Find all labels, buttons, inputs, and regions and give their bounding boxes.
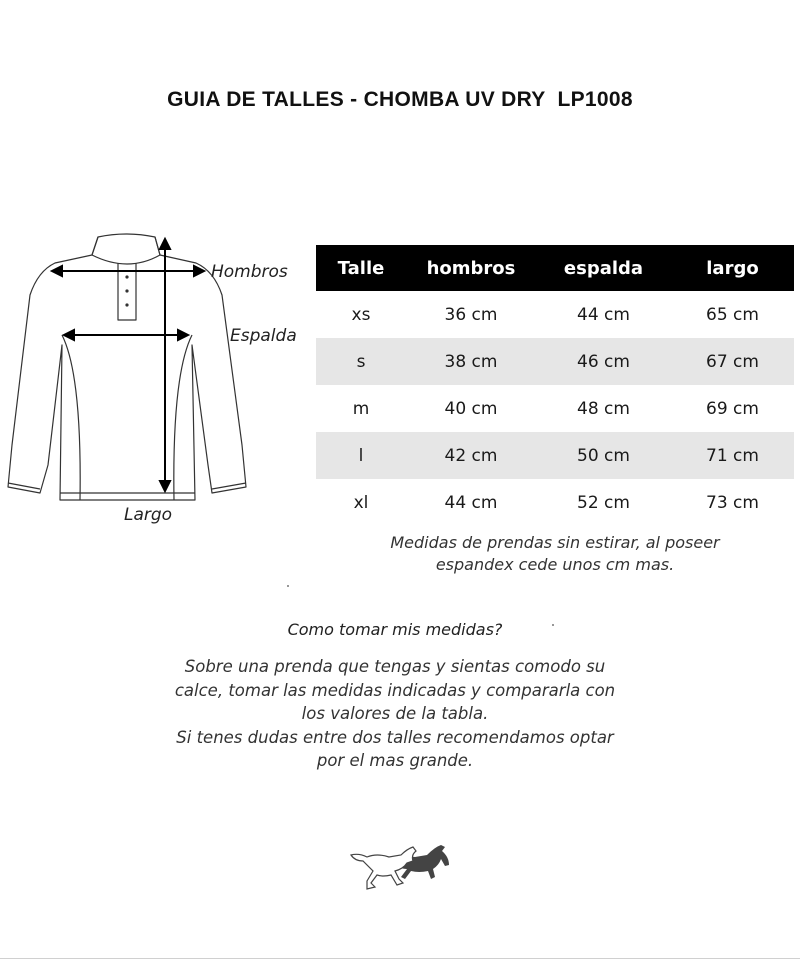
table-row [316, 432, 794, 479]
cell-largo: 73 cm [706, 492, 759, 513]
table-row [316, 291, 794, 338]
howto-body [100, 655, 690, 773]
howto-line: calce, tomar las medidas indicadas y compararla con [174, 680, 616, 700]
espalda-label: Espalda [230, 326, 297, 346]
cell-largo: 69 cm [706, 398, 759, 419]
header-espalda: espalda [536, 245, 671, 291]
size-table [316, 245, 794, 526]
cell-talle: l [316, 432, 406, 479]
cell-talle: xs [351, 304, 371, 325]
cell-espalda: 46 cm [536, 338, 671, 385]
header-largo: largo [671, 245, 794, 291]
cell-hombros: 42 cm [406, 432, 536, 479]
cell-largo: 71 cm [671, 432, 794, 479]
howto-line: Sobre una prenda que tengas y sientas comodo su [184, 657, 606, 676]
cell-talle: xl [353, 492, 369, 513]
page-title: GUIA DE TALLES - CHOMBA UV DRY LP1008 [167, 88, 633, 111]
cell-espalda: 44 cm [577, 304, 630, 325]
cell-largo: 65 cm [706, 304, 759, 325]
note-line: Medidas de prendas sin estirar, al poseer [390, 533, 720, 552]
cell-espalda: 48 cm [577, 398, 630, 419]
cell-espalda: 52 cm [577, 492, 630, 513]
cell-espalda: 50 cm [536, 432, 671, 479]
cell-hombros: 44 cm [444, 492, 498, 513]
howto-line: por el mas grande. [316, 751, 474, 770]
header-talle: Talle [316, 245, 406, 291]
cell-hombros: 36 cm [444, 304, 498, 325]
cell-largo: 67 cm [671, 338, 794, 385]
table-row [316, 338, 794, 385]
two-horses-logo-icon [345, 835, 457, 895]
cell-talle: m [352, 398, 370, 419]
howto-line: los valores de la tabla. [301, 704, 489, 723]
cell-hombros: 40 cm [444, 398, 498, 419]
howto-line: Si tenes dudas entre dos talles recomendamos optar [176, 727, 614, 747]
table-row [316, 385, 794, 432]
decorative-speck [287, 585, 289, 587]
header-hombros: hombros [406, 245, 536, 291]
howto-title: Como tomar mis medidas? [287, 620, 503, 639]
note-line: espandex cede unos cm mas. [435, 555, 675, 574]
hombros-label: Hombros [211, 262, 288, 282]
bottom-divider [0, 958, 800, 959]
table-header-row [316, 245, 794, 291]
cell-talle: s [316, 338, 406, 385]
measurement-note [316, 532, 794, 576]
cell-hombros: 38 cm [406, 338, 536, 385]
table-row [316, 479, 794, 526]
largo-label: Largo [124, 505, 173, 525]
